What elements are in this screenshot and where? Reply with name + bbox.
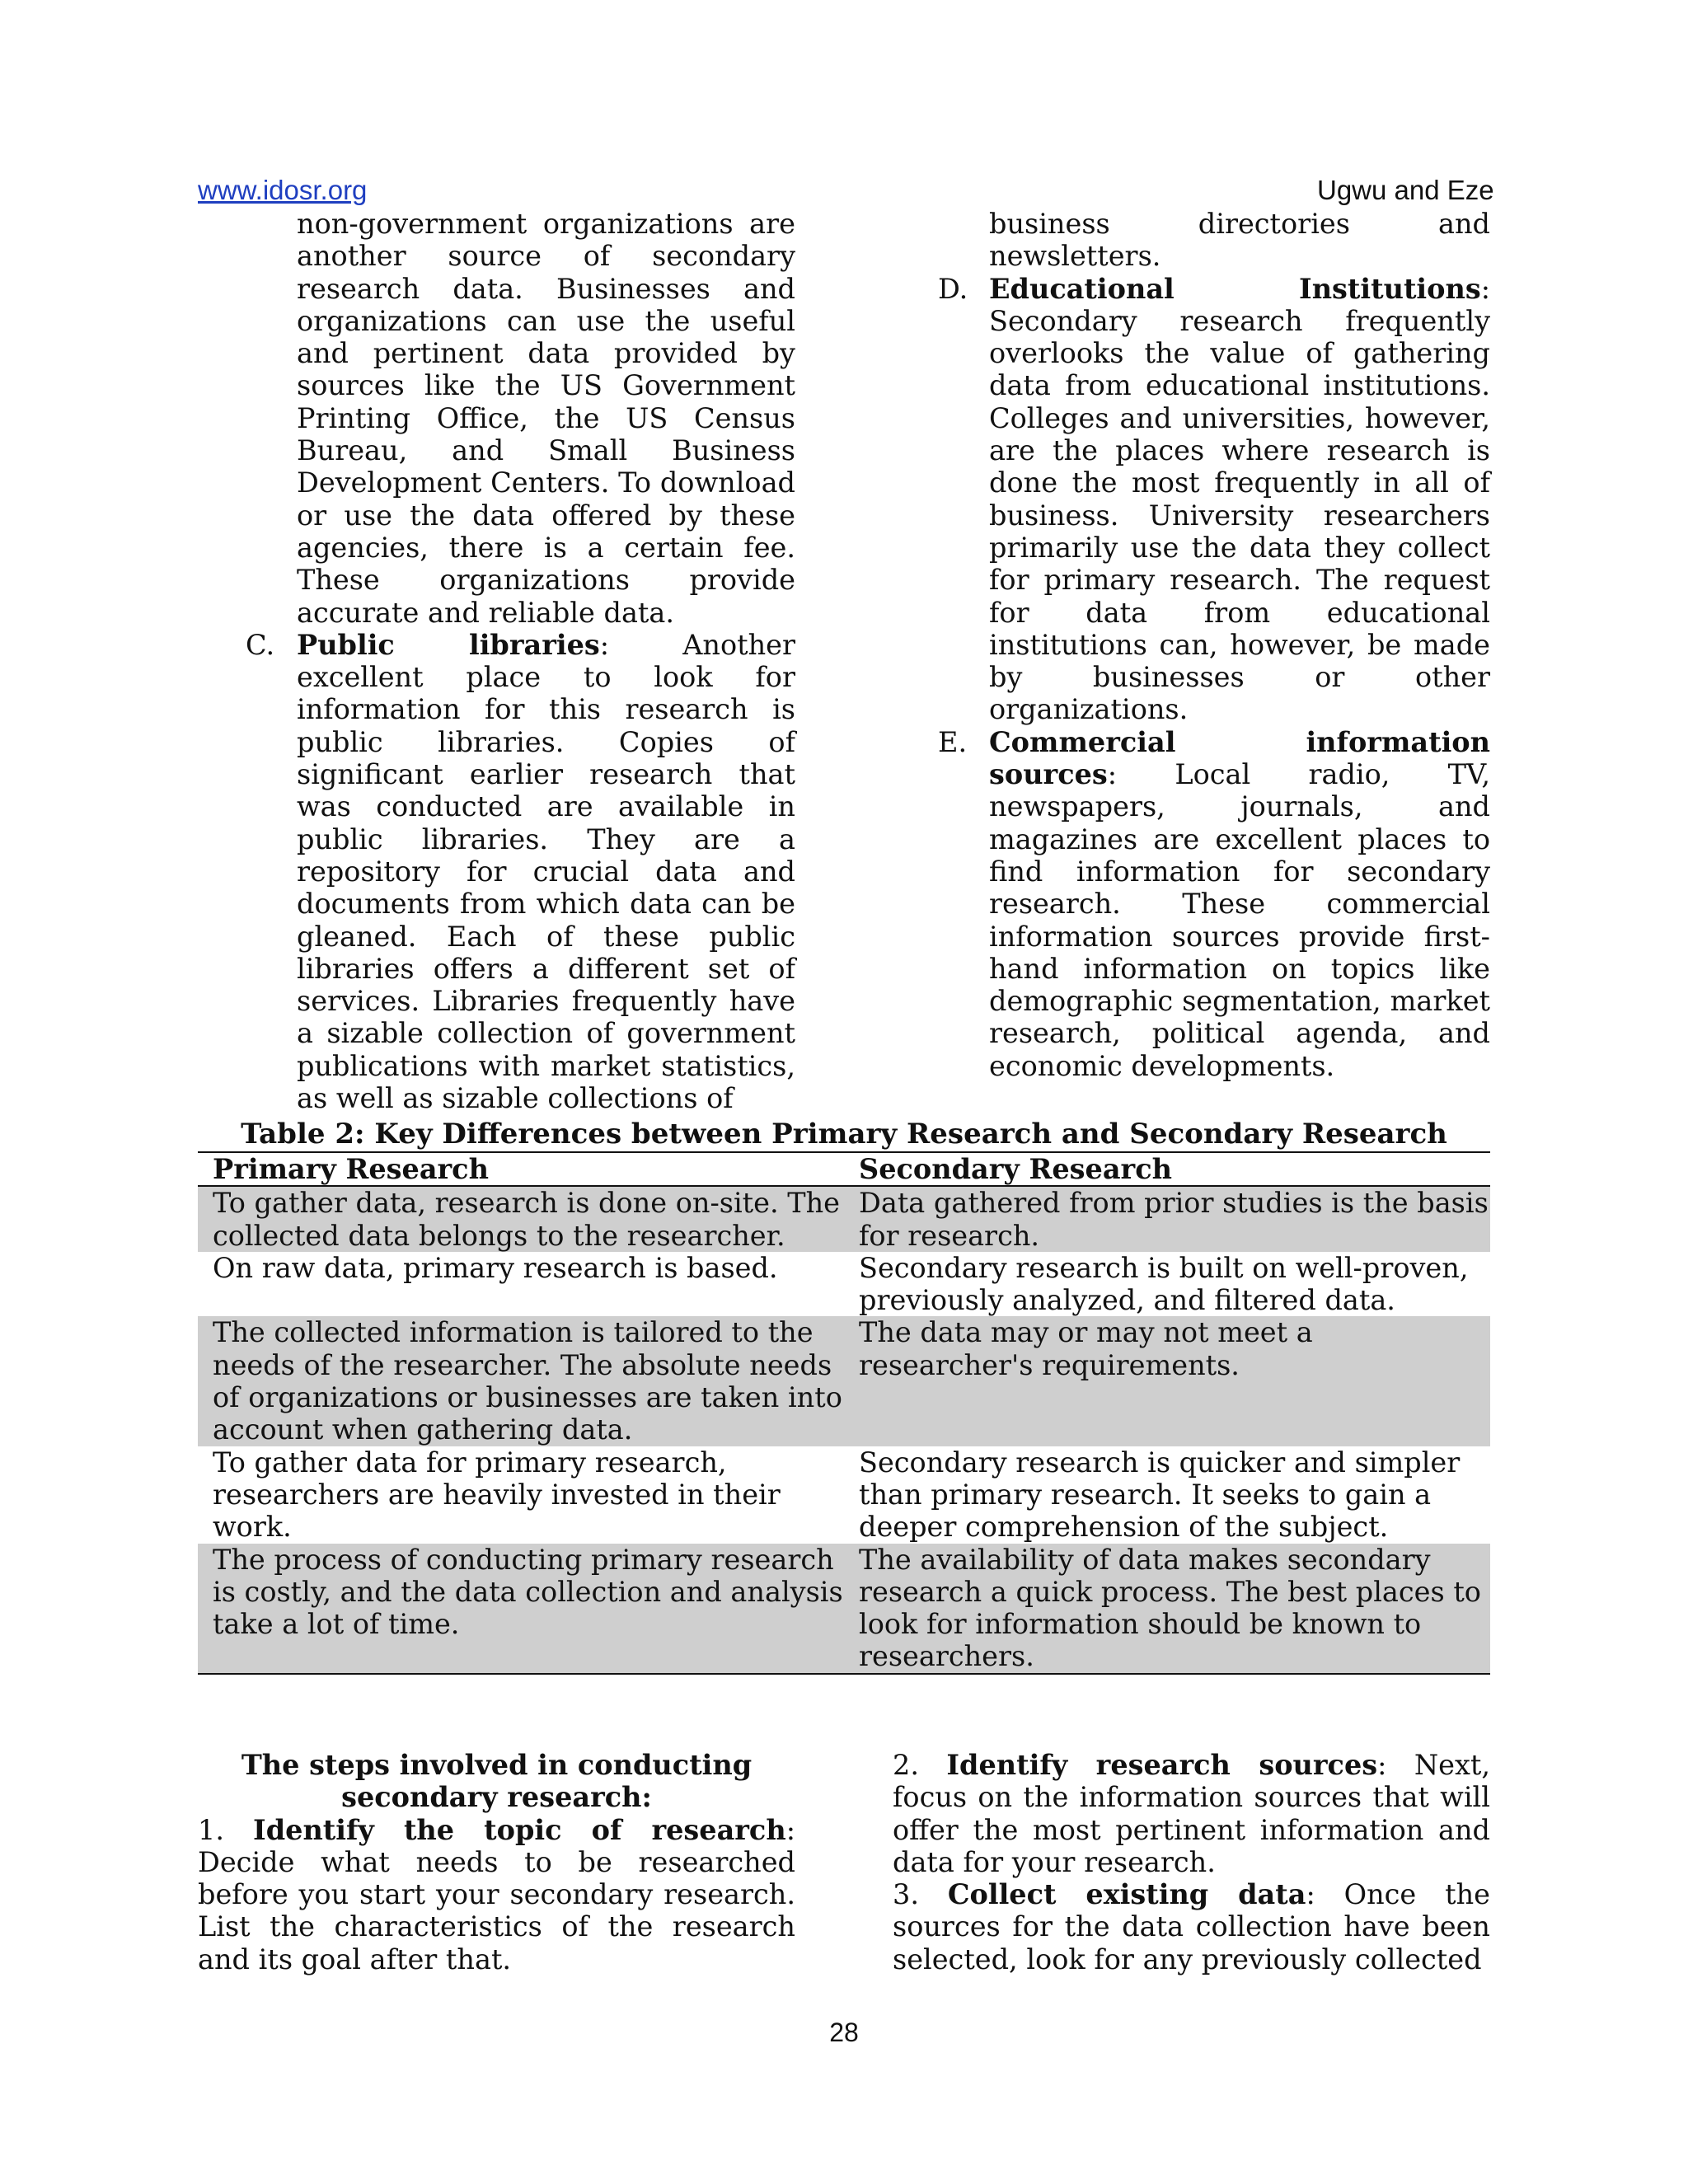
- list-item-title: Commercial information sources: [989, 725, 1490, 791]
- list-item-e: [890, 726, 1490, 1082]
- list-letter: D.: [938, 272, 968, 305]
- right-column-bottom: [893, 1749, 1490, 1975]
- table-row: [198, 1446, 1490, 1544]
- table-header-row: [198, 1152, 1490, 1186]
- list-item-d: [890, 273, 1490, 726]
- table-cell: To gather data for primary research, researchers are heavily invested in their work.: [213, 1446, 781, 1544]
- table-cell: The collected information is tailored to the needs of the researcher. The absolute needs of organizations or businesses are taken into account when gathering data.: [198, 1316, 844, 1446]
- continuation-paragraph: non-government organizations are another source of secondary research data. Businesses and organizations can use the useful and pertinent data provided by sources like the US Government Printing Office, the US Census Bureau, and Small Business Development Centers. To download or use the data offered by these agencies, there is a certain fee. These organizations provide accurate and reliable data.: [297, 208, 795, 629]
- step-text: : Next, focus on the information sources that will offer the most pertinent information and data for your research.: [893, 1749, 1490, 1878]
- table-row: [198, 1316, 1490, 1446]
- table-row: [198, 1186, 1490, 1252]
- list-item-text: : Another excellent place to look for information for this research is public libraries. Copies of significant earlier research that was conducted are available in public libraries. They are a repository for crucial data and documents from which data can be gleaned. Each of these public libraries offers a different set of services. Libraries frequently have a sizable collection of government publications with market statistics, as well as sizable collections of: [297, 628, 796, 1115]
- list-letter: C.: [246, 628, 275, 661]
- step-title: Collect existing data: [947, 1878, 1306, 1911]
- table-cell: Secondary research is quicker and simpler than primary research. It seeks to gain a deeper comprehension of the subject.: [859, 1446, 1461, 1544]
- table-caption: Table 2: Key Differences between Primary Research and Secondary Research: [241, 1118, 1447, 1151]
- journal-website-link[interactable]: www.idosr.org: [198, 175, 368, 205]
- table-cell: To gather data, research is done on-site. The collected data belongs to the researcher.: [198, 1186, 844, 1252]
- table-cell: The data may or may not meet a researcher's requirements.: [844, 1316, 1490, 1446]
- step-1: [198, 1814, 795, 1975]
- step-text: : Once the sources for the data collection have been selected, look for any previously collected: [893, 1878, 1490, 1975]
- step-title: Identify the topic of research: [253, 1813, 786, 1846]
- left-column-top: [198, 208, 795, 1114]
- step-number: 3.: [893, 1878, 948, 1911]
- table-cell: Secondary research is built on well-proven, previously analyzed, and filtered data.: [859, 1251, 1469, 1317]
- differences-table: [198, 1151, 1490, 1675]
- step-text: : Decide what needs to be researched before you start your secondary research. List the characteristics of the research and its goal after that.: [198, 1813, 795, 1975]
- list-item-title: Educational Institutions: [989, 272, 1481, 305]
- running-header-authors: Ugwu and Eze: [1317, 175, 1494, 205]
- continuation-paragraph: business directories and newsletters.: [989, 208, 1490, 273]
- list-item-c: [198, 629, 795, 1114]
- table-cell: The availability of data makes secondary research a quick process. The best places to look for information should be known to researchers.: [844, 1544, 1490, 1674]
- list-item-text: : Local radio, TV, newspapers, journals, and magazines are excellent places to find information for secondary research. These commercial information sources provide first-hand information on topics like demographic segmentation, market research, political agenda, and economic developments.: [989, 758, 1490, 1082]
- table-row: [198, 1544, 1490, 1674]
- step-number: 2.: [893, 1749, 947, 1781]
- step-3: [893, 1878, 1490, 1975]
- steps-heading: The steps involved in conducting secondary research:: [241, 1749, 753, 1814]
- step-title: Identify research sources: [946, 1749, 1378, 1781]
- header-secondary: Secondary Research: [844, 1152, 1490, 1186]
- list-item-text: : Secondary research frequently overlooks the value of gathering data from educational institutions. Colleges and universities, however, are the places where research is done the most frequently in all of business. University researchers primarily use the data they collect for primary research. The request for data from educational institutions can, however, be made by businesses or other organizations.: [989, 272, 1490, 726]
- step-number: 1.: [198, 1813, 254, 1846]
- table-row: [198, 1252, 1490, 1317]
- step-2: [893, 1749, 1490, 1878]
- list-letter: E.: [938, 725, 968, 758]
- list-item-title: Public libraries: [297, 628, 600, 661]
- page-number: 28: [829, 2018, 859, 2047]
- table-cell: On raw data, primary research is based.: [213, 1251, 778, 1284]
- table-cell: Data gathered from prior studies is the basis for research.: [844, 1186, 1490, 1252]
- right-column-top: [890, 208, 1490, 1082]
- table-cell: The process of conducting primary research is costly, and the data collection and analysis take a lot of time.: [198, 1544, 844, 1674]
- header-primary: Primary Research: [198, 1152, 844, 1186]
- left-column-bottom: [198, 1749, 795, 1975]
